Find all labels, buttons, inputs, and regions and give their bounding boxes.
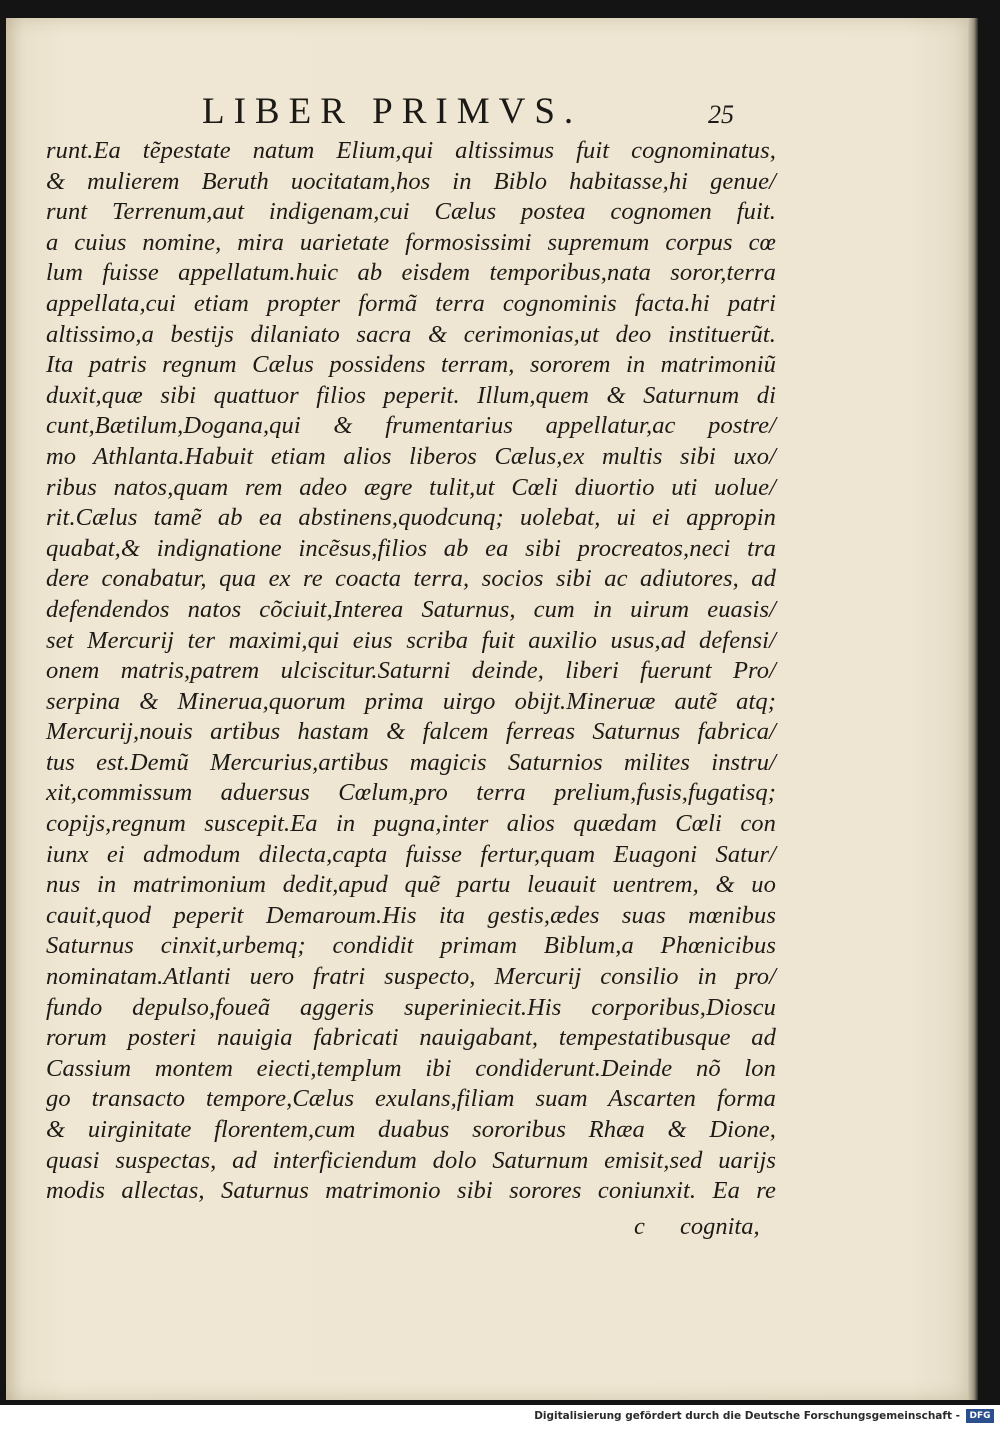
text-line: Ita patris regnum Cælus possidens terram, sororem in matrimoniũ bbox=[46, 351, 776, 379]
text-line: Saturnus cinxit,urbemq; condidit primam Biblum,a Phœnicibus bbox=[46, 932, 776, 960]
text-line: rit.Cælus tamẽ ab ea abstinens,quodcunq; uolebat, ui ei appropin bbox=[46, 504, 776, 532]
text-line: altissimo,a bestijs dilaniato sacra & cerimonias,ut deo instituerũt. bbox=[46, 320, 776, 348]
text-line: cauit,quod peperit Demaroum.His ita gestis,ædes suas mœnibus bbox=[46, 901, 776, 929]
text-line: appellata,cui etiam propter formã terra cognominis facta.hi patri bbox=[46, 289, 776, 317]
text-line: onem matris,patrem ulciscitur.Saturni deinde, liberi fuerunt Pro/ bbox=[46, 657, 776, 685]
page-edge bbox=[968, 18, 978, 1400]
text-line: quasi suspectas, ad interficiendum dolo Saturnum emisit,sed uarijs bbox=[46, 1146, 776, 1174]
running-title: LIBER PRIMVS. bbox=[202, 91, 583, 132]
text-line: Cassium montem eiecti,templum ibi condiderunt.Deinde nõ lon bbox=[46, 1054, 776, 1082]
running-head bbox=[6, 90, 968, 136]
text-line: Mercurij,nouis artibus hastam & falcem ferreas Saturnus fabrica/ bbox=[46, 718, 776, 746]
body-text bbox=[46, 136, 776, 1207]
text-line: runt Terrenum,aut indigenam,cui Cælus postea cognomen fuit. bbox=[46, 198, 776, 226]
text-line: iunx ei admodum dilecta,capta fuisse fertur,quam Euagoni Satur/ bbox=[46, 840, 776, 868]
catchword-row bbox=[46, 1213, 776, 1243]
dfg-logo: DFG bbox=[966, 1409, 994, 1423]
text-line: ribus natos,quam rem adeo ægre tulit,ut Cœli diuortio uti uolue/ bbox=[46, 473, 776, 501]
text-line: go transacto tempore,Cælus exulans,filiam suam Ascarten forma bbox=[46, 1085, 776, 1113]
text-line: fundo depulso,foueã aggeris superiniecit.His corporibus,Dioscu bbox=[46, 993, 776, 1021]
text-line: lum fuisse appellatum.huic ab eisdem temporibus,nata soror,terra bbox=[46, 259, 776, 287]
text-line: serpina & Minerua,quorum prima uirgo obijt.Mineruæ autẽ atq; bbox=[46, 687, 776, 715]
text-line: defendendos natos cõciuit,Interea Saturnus, cum in uirum euasis/ bbox=[46, 595, 776, 623]
text-line: quabat,& indignatione incẽsus,filios ab ea sibi procreatos,neci tra bbox=[46, 534, 776, 562]
book-page bbox=[6, 18, 968, 1400]
footer-bar bbox=[0, 1405, 1000, 1430]
text-line: runt.Ea tẽpestate natum Elium,qui altissimus fuit cognominatus, bbox=[46, 137, 776, 164]
text-line: & uirginitate florentem,cum duabus sororibus Rhæa & Dione, bbox=[46, 1116, 776, 1143]
text-line: tus est.Demũ Mercurius,artibus magicis Saturnios milites instru/ bbox=[46, 748, 776, 776]
signature-mark: c bbox=[634, 1213, 645, 1240]
text-line: modis allectas, Saturnus matrimonio sibi sorores coniunxit. Ea re bbox=[46, 1177, 776, 1205]
text-line: dere conabatur, qua ex re coacta terra, socios sibi ac adiutores, ad bbox=[46, 565, 776, 593]
text-line: a cuius nomine, mira uarietate formosissimi supremum corpus cœ bbox=[46, 228, 776, 256]
text-line: copijs,regnum suscepit.Ea in pugna,inter alios quædam Cœli con bbox=[46, 810, 776, 838]
text-line: mo Athlanta.Habuit etiam alios liberos Cælus,ex multis sibi uxo/ bbox=[46, 442, 776, 470]
funding-credit: Digitalisierung gefördert durch die Deutsche Forschungsgemeinschaft - bbox=[534, 1410, 960, 1422]
page-number: 25 bbox=[708, 100, 734, 129]
text-line: duxit,quæ sibi quattuor filios peperit. Illum,quem & Saturnum di bbox=[46, 381, 776, 409]
text-line: & mulierem Beruth uocitatam,hos in Biblo habitasse,hi genue/ bbox=[46, 167, 776, 195]
text-line: rorum posteri nauigia fabricati nauigabant, tempestatibusque ad bbox=[46, 1024, 776, 1052]
text-line: nominatam.Atlanti uero fratri suspecto, Mercurij consilio in pro/ bbox=[46, 963, 776, 991]
text-line: xit,commissum aduersus Cœlum,pro terra prelium,fusis,fugatisq; bbox=[46, 779, 776, 807]
catchword: cognita, bbox=[680, 1213, 760, 1240]
text-line: nus in matrimonium dedit,apud quẽ partu leuauit uentrem, & uo bbox=[46, 871, 776, 899]
text-line: set Mercurij ter maximi,qui eius scriba fuit auxilio usus,ad defensi/ bbox=[46, 626, 776, 654]
text-line: cunt,Bætilum,Dogana,qui & frumentarius appellatur,ac postre/ bbox=[46, 412, 776, 440]
